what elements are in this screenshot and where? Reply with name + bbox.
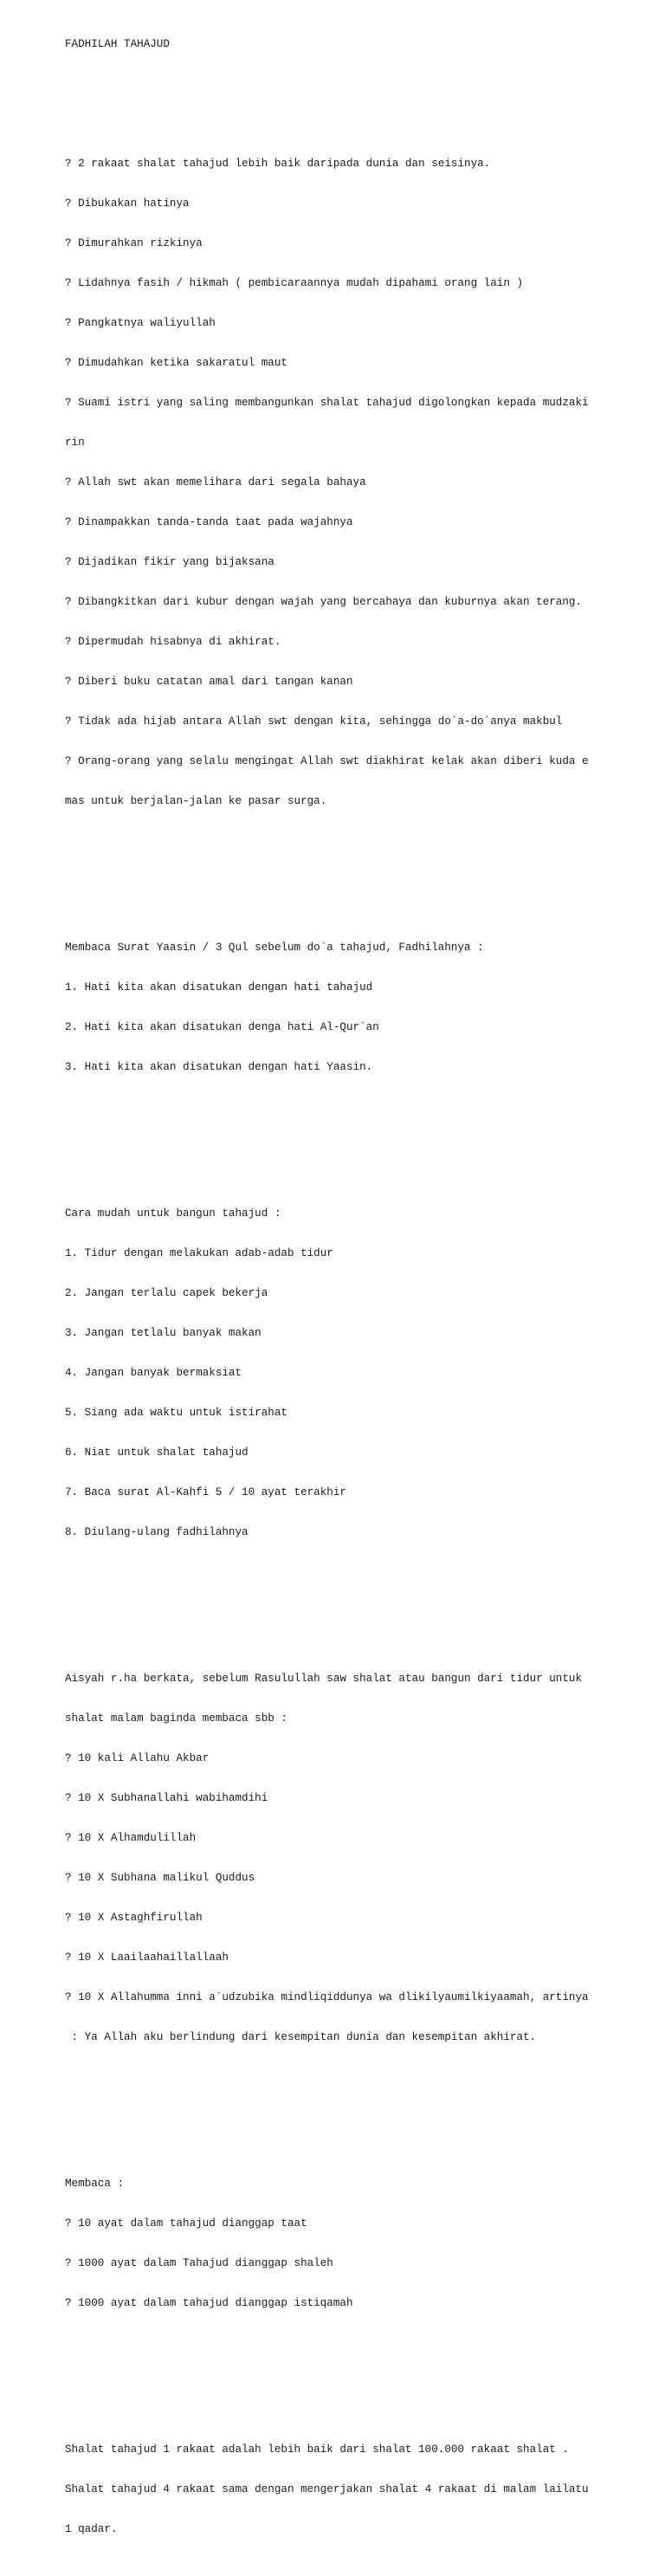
list-item: ? 10 ayat dalam tahajud dianggap taat bbox=[65, 2217, 307, 2230]
section-heading: Cara mudah untuk bangun tahajud : bbox=[65, 1207, 281, 1220]
document-page bbox=[65, 11, 654, 2576]
list-item: 3. Hati kita akan disatukan dengan hati Yaasin. bbox=[65, 1061, 373, 1074]
list-item-continuation: rin bbox=[65, 437, 85, 449]
list-item: ? Pangkatnya waliyullah bbox=[65, 316, 216, 329]
list-item: ? 10 X Subhana malikul Quddus bbox=[65, 1872, 255, 1885]
list-item: ? Lidahnya fasih / hikmah ( pembicaraannya mudah dipahami orang lain ) bbox=[65, 276, 524, 289]
list-item: ? 10 kali Allahu Akbar bbox=[65, 1752, 210, 1765]
paragraph-line: Aisyah r.ha berkata, sebelum Rasulullah saw shalat atau bangun dari tidur untuk bbox=[65, 1672, 583, 1685]
list-item: ? Dipermudah hisabnya di akhirat. bbox=[65, 636, 281, 649]
aisyah-section bbox=[65, 1646, 654, 2071]
list-item: ? Diberi buku catatan amal dari tangan kanan bbox=[65, 676, 353, 689]
document-title: FADHILAH TAHAJUD bbox=[65, 37, 170, 50]
list-item: 6. Niat untuk shalat tahajud bbox=[65, 1447, 249, 1460]
closing-paragraph bbox=[65, 2417, 654, 2563]
spacer bbox=[65, 2364, 654, 2377]
spacer bbox=[65, 78, 654, 91]
list-item: ? Dimurahkan rizkinya bbox=[65, 236, 203, 249]
spacer bbox=[65, 1593, 654, 1606]
list-item-continuation: : Ya Allah aku berlindung dari kesempitan dunia dan kesempitan akhirat. bbox=[65, 2031, 537, 2044]
list-item: 4. Jangan banyak bermaksiat bbox=[65, 1367, 242, 1380]
cara-section bbox=[65, 1181, 654, 1566]
list-item: 2. Hati kita akan disatukan denga hati Al-Qur`an bbox=[65, 1021, 379, 1034]
spacer bbox=[65, 1128, 654, 1141]
list-item: ? 10 X Laailaahaillallaah bbox=[65, 1951, 229, 1964]
spacer bbox=[65, 2098, 654, 2111]
list-item: ? Dimudahkan ketika sakaratul maut bbox=[65, 356, 287, 369]
paragraph-line: 1 qadar. bbox=[65, 2522, 118, 2535]
list-item: 1. Tidur dengan melakukan adab-adab tidur bbox=[65, 1246, 333, 1259]
list-item: 1. Hati kita akan disatukan dengan hati tahajud bbox=[65, 981, 373, 994]
list-item: ? Orang-orang yang selalu mengingat Allah swt diakhirat kelak akan diberi kuda e bbox=[65, 755, 589, 768]
list-item: ? Tidak ada hijab antara Allah swt dengan kita, sehingga do`a-do`anya makbul bbox=[65, 715, 563, 728]
section-heading: Membaca : bbox=[65, 2178, 125, 2191]
yaasin-section bbox=[65, 915, 654, 1101]
paragraph-line: shalat malam baginda membaca sbb : bbox=[65, 1712, 287, 1725]
list-item: ? 2 rakaat shalat tahajud lebih baik daripada dunia dan seisinya. bbox=[65, 157, 491, 170]
spacer bbox=[65, 862, 654, 875]
list-item: ? Allah swt akan memelihara dari segala bahaya bbox=[65, 476, 366, 489]
list-item: 5. Siang ada waktu untuk istirahat bbox=[65, 1407, 287, 1420]
list-item: 2. Jangan terlalu capek bekerja bbox=[65, 1287, 268, 1299]
list-item: ? 1000 ayat dalam tahajud dianggap istiqamah bbox=[65, 2297, 353, 2310]
list-item: ? Dijadikan fikir yang bijaksana bbox=[65, 556, 274, 569]
list-item: 7. Baca surat Al-Kahfi 5 / 10 ayat terakhir bbox=[65, 1486, 346, 1499]
paragraph-line: Shalat tahajud 4 rakaat sama dengan mengerjakan shalat 4 rakaat di malam lailatu bbox=[65, 2482, 589, 2495]
paragraph-line: Shalat tahajud 1 rakaat adalah lebih baik dari shalat 100.000 rakaat shalat . bbox=[65, 2443, 569, 2456]
list-item: ? 10 X Subhanallahi wabihamdihi bbox=[65, 1792, 268, 1805]
list-item: ? Dinampakkan tanda-tanda taat pada wajahnya bbox=[65, 516, 353, 529]
list-item: ? 10 X Alhamdulillah bbox=[65, 1832, 197, 1845]
section-heading: Membaca Surat Yaasin / 3 Qul sebelum do`a tahajud, Fadhilahnya : bbox=[65, 942, 484, 955]
list-item: 8. Diulang-ulang fadhilahnya bbox=[65, 1526, 249, 1539]
list-item: ? Dibangkitkan dari kubur dengan wajah yang bercahaya dan kuburnya akan terang. bbox=[65, 596, 583, 609]
fadhilah-list bbox=[65, 131, 654, 835]
list-item: 3. Jangan tetlalu banyak makan bbox=[65, 1327, 261, 1340]
list-item-continuation: mas untuk berjalan-jalan ke pasar surga. bbox=[65, 795, 327, 808]
list-item: ? 1000 ayat dalam Tahajud dianggap shaleh bbox=[65, 2257, 333, 2270]
list-item: ? 10 X Allahumma inni a`udzubika mindliqiddunya wa dlikilyaumilkiyaamah, artinya bbox=[65, 1991, 589, 2004]
list-item: ? 10 X Astaghfirullah bbox=[65, 1912, 203, 1925]
list-item: ? Dibukakan hatinya bbox=[65, 197, 190, 210]
list-item: ? Suami istri yang saling membangunkan shalat tahajud digolongkan kepada mudzaki bbox=[65, 396, 589, 409]
membaca-section bbox=[65, 2151, 654, 2337]
